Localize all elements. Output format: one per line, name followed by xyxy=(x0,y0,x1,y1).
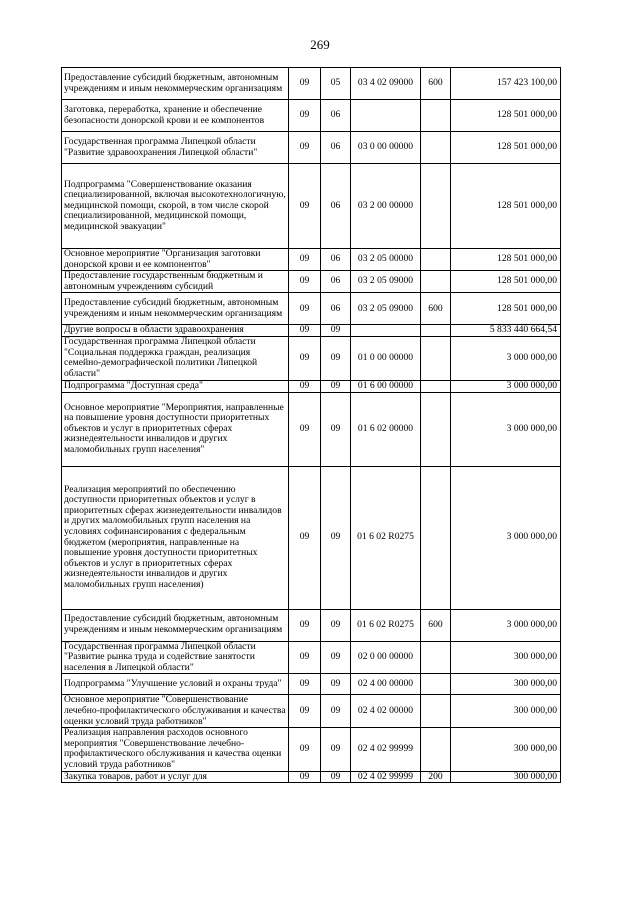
row-target-article: 03 0 00 00000 xyxy=(351,132,421,164)
row-target-article: 02 4 02 99999 xyxy=(351,728,421,771)
row-amount: 128 501 000,00 xyxy=(451,271,561,293)
row-target-article: 03 2 00 00000 xyxy=(351,164,421,249)
row-amount: 300 000,00 xyxy=(451,695,561,728)
row-name: Закупка товаров, работ и услуг для xyxy=(62,771,289,783)
row-subsection: 06 xyxy=(321,271,351,293)
row-name: Предоставление субсидий бюджетным, автономным учреждениям и иным некоммерческим организациям xyxy=(62,68,289,100)
row-section: 09 xyxy=(289,325,321,337)
row-expense-type xyxy=(421,325,451,337)
table-row xyxy=(62,325,561,337)
row-expense-type xyxy=(421,728,451,771)
row-subsection: 09 xyxy=(321,380,351,392)
row-expense-type xyxy=(421,392,451,466)
table-row xyxy=(62,100,561,132)
row-name: Реализация направления расходов основного мероприятия "Совершенствование лечебно-профилактического обслуживания и качества оценки условий труда работников" xyxy=(62,728,289,771)
row-amount: 300 000,00 xyxy=(451,728,561,771)
table-row xyxy=(62,336,561,380)
row-expense-type xyxy=(421,380,451,392)
row-amount: 3 000 000,00 xyxy=(451,392,561,466)
row-name: Государственная программа Липецкой области "Развитие рынка труда и содействие занятости населения в Липецкой области" xyxy=(62,641,289,674)
table-row xyxy=(62,771,561,783)
row-subsection: 06 xyxy=(321,164,351,249)
row-amount: 300 000,00 xyxy=(451,641,561,674)
row-name: Предоставление субсидий бюджетным, автономным учреждениям и иным некоммерческим организациям xyxy=(62,293,289,325)
row-amount: 128 501 000,00 xyxy=(451,249,561,271)
row-name: Основное мероприятие "Совершенствование лечебно-профилактического обслуживания и качества оценки условий труда работников" xyxy=(62,695,289,728)
table-row xyxy=(62,392,561,466)
row-subsection: 09 xyxy=(321,336,351,380)
row-subsection: 06 xyxy=(321,293,351,325)
row-amount: 128 501 000,00 xyxy=(451,132,561,164)
row-section: 09 xyxy=(289,771,321,783)
row-subsection: 06 xyxy=(321,132,351,164)
row-name: Заготовка, переработка, хранение и обеспечение безопасности донорской крови и ее компонентов xyxy=(62,100,289,132)
row-name: Основное мероприятие "Организация заготовки донорской крови и ее компонентов" xyxy=(62,249,289,271)
row-target-article: 02 0 00 00000 xyxy=(351,641,421,674)
row-name: Предоставление государственным бюджетным и автономным учреждениям субсидий xyxy=(62,271,289,293)
table-row xyxy=(62,728,561,771)
table-row xyxy=(62,293,561,325)
row-expense-type xyxy=(421,271,451,293)
row-subsection: 09 xyxy=(321,695,351,728)
row-amount: 3 000 000,00 xyxy=(451,380,561,392)
row-section: 09 xyxy=(289,68,321,100)
row-name: Основное мероприятие "Мероприятия, направленные на повышение уровня доступности приоритетных объектов и услуг в приоритетных сферах жизнедеятельности инвалидов и других маломобильных групп населения" xyxy=(62,392,289,466)
row-expense-type: 600 xyxy=(421,68,451,100)
budget-table-body xyxy=(62,68,561,783)
row-name: Реализация мероприятий по обеспечению доступности приоритетных объектов и услуг в приоритетных сферах жизнедеятельности инвалидов и других маломобильных групп населения на условиях софинансирования с федеральным бюджетом (мероприятия, направленные на повышение уровня доступности приоритетных объектов и услуг в приоритетных сферах жизнедеятельности инвалидов и других маломобильных групп населения) xyxy=(62,466,289,609)
row-subsection: 09 xyxy=(321,392,351,466)
row-subsection: 05 xyxy=(321,68,351,100)
row-subsection: 09 xyxy=(321,674,351,695)
row-target-article xyxy=(351,325,421,337)
row-name: Государственная программа Липецкой области "Развитие здравоохранения Липецкой области" xyxy=(62,132,289,164)
table-row xyxy=(62,132,561,164)
row-target-article xyxy=(351,100,421,132)
row-amount: 5 833 440 664,54 xyxy=(451,325,561,337)
row-target-article: 03 4 02 09000 xyxy=(351,68,421,100)
row-amount: 3 000 000,00 xyxy=(451,609,561,641)
row-target-article: 02 4 00 00000 xyxy=(351,674,421,695)
row-expense-type xyxy=(421,674,451,695)
row-amount: 300 000,00 xyxy=(451,674,561,695)
row-amount: 300 000,00 xyxy=(451,771,561,783)
row-target-article: 01 6 02 R0275 xyxy=(351,466,421,609)
row-target-article: 02 4 02 99999 xyxy=(351,771,421,783)
row-subsection: 09 xyxy=(321,728,351,771)
row-subsection: 09 xyxy=(321,771,351,783)
row-expense-type xyxy=(421,695,451,728)
row-name: Предоставление субсидий бюджетным, автономным учреждениям и иным некоммерческим организациям xyxy=(62,609,289,641)
row-target-article: 01 0 00 00000 xyxy=(351,336,421,380)
row-expense-type xyxy=(421,100,451,132)
row-subsection: 09 xyxy=(321,325,351,337)
table-row xyxy=(62,271,561,293)
table-row xyxy=(62,695,561,728)
row-amount: 157 423 100,00 xyxy=(451,68,561,100)
table-row xyxy=(62,641,561,674)
row-section: 09 xyxy=(289,132,321,164)
row-expense-type xyxy=(421,336,451,380)
row-target-article: 03 2 05 00000 xyxy=(351,249,421,271)
table-row xyxy=(62,466,561,609)
row-name: Подпрограмма "Совершенствование оказания специализированной, включая высокотехнологичную, медицинской помощи, скорой, в том числе скорой специализированной, медицинской помощи, медицинской эвакуации" xyxy=(62,164,289,249)
row-amount: 3 000 000,00 xyxy=(451,466,561,609)
row-name: Подпрограмма "Улучшение условий и охраны труда" xyxy=(62,674,289,695)
page-number: 269 xyxy=(310,37,330,52)
table-row xyxy=(62,380,561,392)
row-section: 09 xyxy=(289,271,321,293)
row-target-article: 01 6 00 00000 xyxy=(351,380,421,392)
row-section: 09 xyxy=(289,609,321,641)
row-name: Другие вопросы в области здравоохранения xyxy=(62,325,289,337)
row-section: 09 xyxy=(289,164,321,249)
row-expense-type xyxy=(421,641,451,674)
row-name: Подпрограмма "Доступная среда" xyxy=(62,380,289,392)
row-target-article: 02 4 02 00000 xyxy=(351,695,421,728)
row-section: 09 xyxy=(289,249,321,271)
row-subsection: 06 xyxy=(321,249,351,271)
row-section: 09 xyxy=(289,728,321,771)
row-section: 09 xyxy=(289,695,321,728)
row-section: 09 xyxy=(289,380,321,392)
row-section: 09 xyxy=(289,674,321,695)
row-subsection: 09 xyxy=(321,609,351,641)
row-section: 09 xyxy=(289,392,321,466)
row-subsection: 09 xyxy=(321,641,351,674)
row-expense-type xyxy=(421,164,451,249)
table-row xyxy=(62,249,561,271)
table-row xyxy=(62,164,561,249)
row-section: 09 xyxy=(289,336,321,380)
row-section: 09 xyxy=(289,100,321,132)
row-amount: 128 501 000,00 xyxy=(451,293,561,325)
table-row xyxy=(62,674,561,695)
budget-table xyxy=(61,67,561,783)
row-section: 09 xyxy=(289,466,321,609)
row-expense-type xyxy=(421,249,451,271)
row-expense-type xyxy=(421,132,451,164)
row-section: 09 xyxy=(289,641,321,674)
row-subsection: 06 xyxy=(321,100,351,132)
row-subsection: 09 xyxy=(321,466,351,609)
row-amount: 128 501 000,00 xyxy=(451,164,561,249)
table-row xyxy=(62,68,561,100)
row-target-article: 03 2 05 09000 xyxy=(351,293,421,325)
row-target-article: 01 6 02 00000 xyxy=(351,392,421,466)
row-target-article: 03 2 05 09000 xyxy=(351,271,421,293)
row-amount: 3 000 000,00 xyxy=(451,336,561,380)
row-expense-type xyxy=(421,466,451,609)
row-expense-type: 600 xyxy=(421,609,451,641)
row-expense-type: 600 xyxy=(421,293,451,325)
row-target-article: 01 6 02 R0275 xyxy=(351,609,421,641)
row-section: 09 xyxy=(289,293,321,325)
row-name: Государственная программа Липецкой области "Социальная поддержка граждан, реализация семейно-демографической политики Липецкой области" xyxy=(62,336,289,380)
row-expense-type: 200 xyxy=(421,771,451,783)
row-amount: 128 501 000,00 xyxy=(451,100,561,132)
table-row xyxy=(62,609,561,641)
